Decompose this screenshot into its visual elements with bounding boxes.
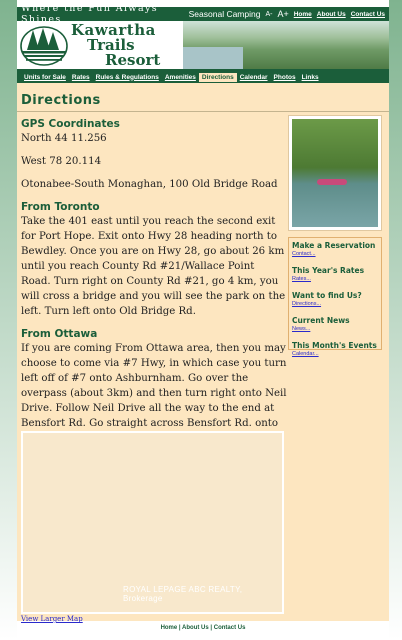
nav-amenities[interactable]: Amenities [164, 73, 196, 81]
page-footer [17, 625, 389, 631]
logo-line-2: Trails [87, 35, 135, 54]
nav-links[interactable]: Links [301, 73, 319, 81]
river-photo [292, 119, 378, 227]
sidebar-link-contact[interactable]: Contact... [292, 251, 316, 257]
sidebar-title-find-us: Want to find Us? [292, 291, 362, 300]
site-tagline: Where the Fun Always Shines [21, 3, 159, 25]
logo-line-3: Resort [105, 50, 161, 69]
gps-west: West 78 20.114 [21, 156, 102, 167]
embedded-map[interactable] [21, 431, 284, 614]
page-side-right [389, 0, 402, 640]
footer-separator: | [178, 625, 181, 631]
toronto-directions: Take the 401 east until you reach the second exit for Port Hope. Exit onto Hwy 28 heading north to Bewdley. Once you are on Hwy 28, go about 26 km until you reach County Rd #21/Wallace Point Road. Turn right on County Rd #21, go 4 km, you will cross a bridge and you will see the park on the left. Turn left onto Old Bridge Rd. [21, 216, 286, 317]
site-wrapper [17, 3, 389, 640]
top-link-about[interactable]: About Us [316, 10, 346, 18]
footer-link-about[interactable]: About Us [182, 625, 209, 631]
tree-logo-icon [19, 24, 69, 66]
page-title: Directions [21, 93, 101, 108]
nav-rates[interactable]: Rates [71, 73, 90, 81]
logo-wordmark [71, 20, 161, 69]
map-watermark: ROYAL LEPAGE ABC REALTY, Brokerage [123, 585, 243, 603]
toronto-heading: From Toronto [21, 201, 100, 213]
sidebar-title-events: This Month's Events [292, 341, 377, 350]
page-side-left [0, 0, 17, 640]
sidebar-title-reservation: Make a Reservation [292, 241, 376, 250]
nav-calendar[interactable]: Calendar [239, 73, 268, 81]
sidebar-title-news: Current News [292, 316, 350, 325]
header-banner [17, 21, 389, 71]
footer-link-home[interactable]: Home [160, 625, 178, 631]
logo-line-1: Kawartha [71, 20, 156, 39]
top-bar [17, 3, 389, 25]
footer-separator: | [210, 625, 213, 631]
nav-units-for-sale[interactable]: Units for Sale [24, 73, 66, 81]
gps-north: North 44 11.256 [21, 133, 107, 144]
sidebar-link-news[interactable]: News... [292, 326, 311, 332]
sidebar-link-directions[interactable]: Directions... [292, 301, 322, 307]
main-nav [17, 71, 389, 83]
header-photo [183, 21, 389, 69]
gps-heading: GPS Coordinates [21, 118, 120, 130]
seasonal-camping-label[interactable]: Seasonal Camping [188, 9, 261, 19]
nav-rules[interactable]: Rules & Regulations [95, 73, 159, 81]
font-decrease-button[interactable]: A- [265, 10, 273, 18]
top-bar-right [189, 9, 385, 19]
top-link-home[interactable]: Home [293, 10, 312, 18]
ottawa-heading: From Ottawa [21, 328, 98, 340]
font-increase-button[interactable]: A+ [277, 9, 289, 19]
sidebar-photo [288, 115, 382, 231]
sidebar-link-calendar[interactable]: Calendar... [292, 351, 319, 357]
address: Otonabee-South Monaghan, 100 Old Bridge Road [21, 179, 278, 190]
ottawa-directions: If you are coming From Ottawa area, then you may choose to come via #7 Hwy, in which case you turn left off of #7 onto Ashburnham. Go over the overpass (about 3km) and then turn right onto Neil Drive. Follow Neil Drive all the way to the end at Bensfort Rd. Go straight across Bensfort Rd. onto [21, 343, 287, 429]
top-link-contact[interactable]: Contact Us [350, 10, 385, 18]
sidebar-links-box [288, 237, 382, 357]
nav-directions[interactable]: Directions [199, 73, 237, 82]
view-larger-map-link[interactable]: View Larger Map [21, 615, 83, 623]
raft-shape [317, 179, 347, 185]
site-logo[interactable] [17, 21, 183, 69]
title-divider [17, 111, 389, 112]
directions-text [21, 117, 287, 484]
sidebar-link-rates[interactable]: Rates... [292, 276, 311, 282]
content-area [17, 83, 389, 621]
nav-photos[interactable]: Photos [273, 73, 296, 81]
header-photo-lake [183, 47, 243, 69]
footer-link-contact[interactable]: Contact Us [213, 625, 246, 631]
sidebar-title-rates: This Year's Rates [292, 266, 365, 275]
